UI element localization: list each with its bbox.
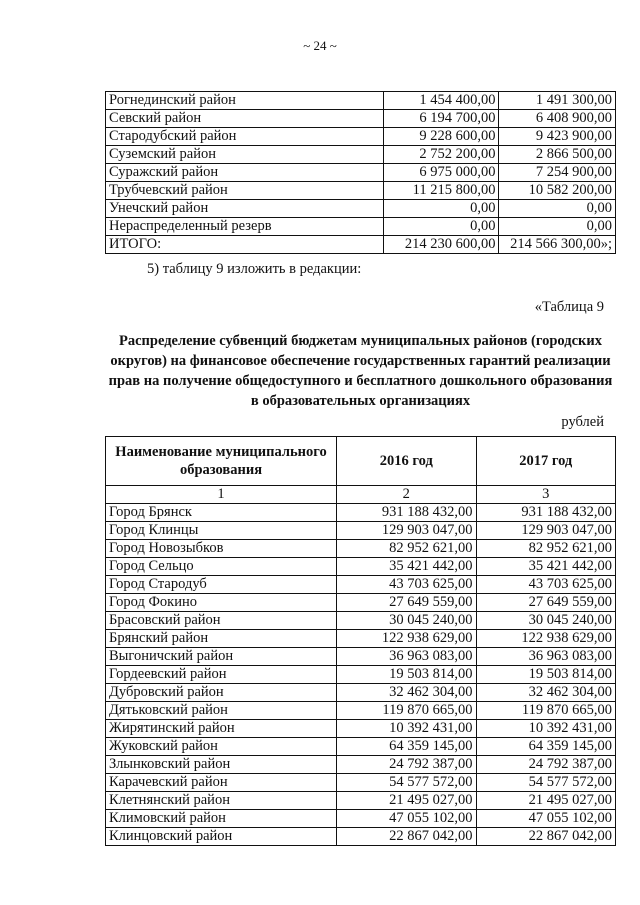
document-title: Распределение субвенций бюджетам муниципальных районов (городских округов) на финансовое обеспечение государственных гарантий реализации прав на получение общедоступного и бесплатного дошкольного образования в образовательных организациях <box>108 333 613 409</box>
value-2017-cell: 10 392 431,00 <box>476 720 615 738</box>
row-name-cell: Выгоничский район <box>106 648 337 666</box>
value-2017-cell: 54 577 572,00 <box>476 774 615 792</box>
table-row <box>106 612 616 630</box>
header-name: Наименование муниципального образования <box>106 437 337 486</box>
row-name-cell: Гордеевский район <box>106 666 337 684</box>
value-2016-cell: 54 577 572,00 <box>337 774 476 792</box>
table-row <box>106 236 616 254</box>
value-2017-cell: 931 188 432,00 <box>476 504 615 522</box>
value-2017-cell: 129 903 047,00 <box>476 522 615 540</box>
row-name-cell: Стародубский район <box>106 128 384 146</box>
value-2016-cell: 1 454 400,00 <box>383 92 499 110</box>
value-2017-cell: 0,00 <box>499 200 616 218</box>
page-number: ~ 24 ~ <box>303 38 337 53</box>
table-row <box>106 200 616 218</box>
value-2016-cell: 10 392 431,00 <box>337 720 476 738</box>
amendment-text: 5) таблицу 9 изложить в редакции: <box>147 261 362 277</box>
value-2016-cell: 119 870 665,00 <box>337 702 476 720</box>
units-label: рублей <box>561 414 604 430</box>
table-row <box>106 828 616 846</box>
value-2016-cell: 36 963 083,00 <box>337 648 476 666</box>
value-2016-cell: 11 215 800,00 <box>383 182 499 200</box>
table-row <box>106 792 616 810</box>
value-2017-cell: 7 254 900,00 <box>499 164 616 182</box>
row-name-cell: Унечский район <box>106 200 384 218</box>
row-name-cell: Карачевский район <box>106 774 337 792</box>
row-name-cell: Суземский район <box>106 146 384 164</box>
table-row <box>106 558 616 576</box>
row-name-cell: Клинцовский район <box>106 828 337 846</box>
row-name-cell: Жирятинский район <box>106 720 337 738</box>
index-cell: 3 <box>476 486 615 504</box>
value-2017-cell: 36 963 083,00 <box>476 648 615 666</box>
table-row <box>106 702 616 720</box>
value-2017-cell: 24 792 387,00 <box>476 756 615 774</box>
table-row <box>106 810 616 828</box>
table-row <box>106 630 616 648</box>
value-2017-cell: 1 491 300,00 <box>499 92 616 110</box>
value-2017-cell: 43 703 625,00 <box>476 576 615 594</box>
value-2016-cell: 27 649 559,00 <box>337 594 476 612</box>
value-2017-cell: 2 866 500,00 <box>499 146 616 164</box>
table-row <box>106 774 616 792</box>
value-2016-cell: 129 903 047,00 <box>337 522 476 540</box>
value-2016-cell: 0,00 <box>383 200 499 218</box>
row-name-cell: ИТОГО: <box>106 236 384 254</box>
value-2016-cell: 82 952 621,00 <box>337 540 476 558</box>
value-2016-cell: 214 230 600,00 <box>383 236 499 254</box>
table-row <box>106 110 616 128</box>
table-row <box>106 218 616 236</box>
table-row <box>106 522 616 540</box>
value-2017-cell: 32 462 304,00 <box>476 684 615 702</box>
subvention-table <box>105 436 616 846</box>
table-caption: «Таблица 9 <box>534 299 604 315</box>
row-name-cell: Климовский район <box>106 810 337 828</box>
value-2017-cell: 122 938 629,00 <box>476 630 615 648</box>
value-2016-cell: 35 421 442,00 <box>337 558 476 576</box>
row-name-cell: Злынковский район <box>106 756 337 774</box>
value-2016-cell: 21 495 027,00 <box>337 792 476 810</box>
value-2016-cell: 43 703 625,00 <box>337 576 476 594</box>
index-cell: 2 <box>337 486 476 504</box>
row-name-cell: Город Стародуб <box>106 576 337 594</box>
previous-table <box>105 91 616 254</box>
table-header-row <box>106 437 616 486</box>
value-2017-cell: 21 495 027,00 <box>476 792 615 810</box>
row-name-cell: Дубровский район <box>106 684 337 702</box>
row-name-cell: Жуковский район <box>106 738 337 756</box>
row-name-cell: Дятьковский район <box>106 702 337 720</box>
index-cell: 1 <box>106 486 337 504</box>
value-2017-cell: 30 045 240,00 <box>476 612 615 630</box>
value-2016-cell: 6 194 700,00 <box>383 110 499 128</box>
value-2017-cell: 19 503 814,00 <box>476 666 615 684</box>
value-2016-cell: 24 792 387,00 <box>337 756 476 774</box>
table-row <box>106 182 616 200</box>
value-2017-cell: 27 649 559,00 <box>476 594 615 612</box>
value-2017-cell: 82 952 621,00 <box>476 540 615 558</box>
header-2017: 2017 год <box>476 437 615 486</box>
row-name-cell: Брасовский район <box>106 612 337 630</box>
value-2016-cell: 47 055 102,00 <box>337 810 476 828</box>
table-row <box>106 128 616 146</box>
value-2016-cell: 64 359 145,00 <box>337 738 476 756</box>
row-name-cell: Город Брянск <box>106 504 337 522</box>
value-2016-cell: 22 867 042,00 <box>337 828 476 846</box>
row-name-cell: Трубчевский район <box>106 182 384 200</box>
value-2016-cell: 32 462 304,00 <box>337 684 476 702</box>
row-name-cell: Рогнединский район <box>106 92 384 110</box>
table-row <box>106 666 616 684</box>
table-row <box>106 164 616 182</box>
row-name-cell: Город Сельцо <box>106 558 337 576</box>
value-2016-cell: 931 188 432,00 <box>337 504 476 522</box>
value-2016-cell: 6 975 000,00 <box>383 164 499 182</box>
value-2017-cell: 22 867 042,00 <box>476 828 615 846</box>
row-name-cell: Севский район <box>106 110 384 128</box>
value-2017-cell: 10 582 200,00 <box>499 182 616 200</box>
table-row <box>106 738 616 756</box>
row-name-cell: Город Фокино <box>106 594 337 612</box>
value-2017-cell: 64 359 145,00 <box>476 738 615 756</box>
value-2016-cell: 122 938 629,00 <box>337 630 476 648</box>
row-name-cell: Город Новозыбков <box>106 540 337 558</box>
table-row <box>106 720 616 738</box>
column-index-row <box>106 486 616 504</box>
value-2017-cell: 35 421 442,00 <box>476 558 615 576</box>
value-2017-cell: 214 566 300,00»; <box>499 236 616 254</box>
table-row <box>106 540 616 558</box>
value-2016-cell: 9 228 600,00 <box>383 128 499 146</box>
table-row <box>106 594 616 612</box>
table-row <box>106 92 616 110</box>
value-2016-cell: 19 503 814,00 <box>337 666 476 684</box>
table-row <box>106 648 616 666</box>
row-name-cell: Город Клинцы <box>106 522 337 540</box>
table-row <box>106 684 616 702</box>
row-name-cell: Клетнянский район <box>106 792 337 810</box>
row-name-cell: Нераспределенный резерв <box>106 218 384 236</box>
value-2016-cell: 30 045 240,00 <box>337 612 476 630</box>
value-2016-cell: 0,00 <box>383 218 499 236</box>
value-2017-cell: 119 870 665,00 <box>476 702 615 720</box>
row-name-cell: Брянский район <box>106 630 337 648</box>
table-row <box>106 756 616 774</box>
value-2017-cell: 9 423 900,00 <box>499 128 616 146</box>
value-2016-cell: 2 752 200,00 <box>383 146 499 164</box>
table-row <box>106 504 616 522</box>
table-row <box>106 146 616 164</box>
header-2016: 2016 год <box>337 437 476 486</box>
value-2017-cell: 0,00 <box>499 218 616 236</box>
value-2017-cell: 47 055 102,00 <box>476 810 615 828</box>
table-row <box>106 576 616 594</box>
value-2017-cell: 6 408 900,00 <box>499 110 616 128</box>
row-name-cell: Суражский район <box>106 164 384 182</box>
